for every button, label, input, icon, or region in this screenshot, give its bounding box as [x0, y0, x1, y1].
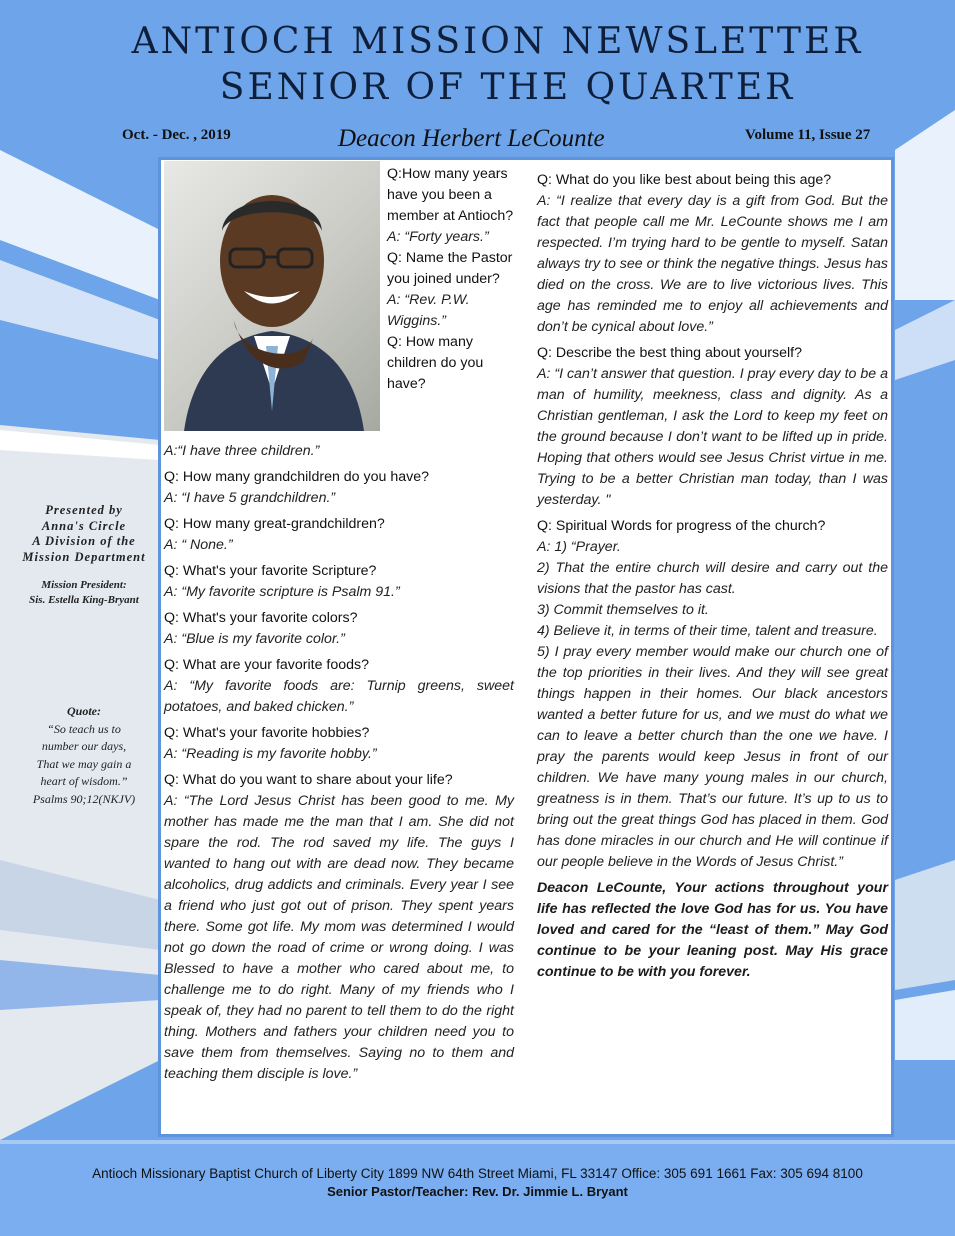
- interview-question: Q: What's your favorite colors?: [164, 610, 358, 626]
- quote-line: heart of wisdom.”: [40, 774, 128, 788]
- president-name: Sis. Estella King-Bryant: [29, 594, 139, 606]
- interview-question: Q:How many years have you been a member at Antioch?: [387, 166, 514, 224]
- interview-answer: A: “ None.”: [164, 537, 233, 553]
- left-main-column: [164, 441, 514, 1085]
- left-top-column: [387, 164, 515, 395]
- honoree-name: Deacon Herbert LeCounte: [338, 125, 605, 152]
- volume-issue: Volume 11, Issue 27: [745, 127, 871, 143]
- interview-question: Q: What do you want to share about your life?: [164, 772, 453, 788]
- quote-line: That we may gain a: [36, 756, 132, 771]
- interview-answer: A: “Blue is my favorite color.”: [164, 631, 345, 647]
- portrait-photo: [164, 161, 380, 431]
- interview-answer: A: “I can’t answer that question. I pray every day to be a man of humility, meekness, class and dignity. As a Christian gentleman, I ask the Lord to keep my feet on the ground because I don’t want to be lifted up in pride. Hoping that others would see Jesus Christ virtue in me. Trying to be a better Christian man today, than I was yesterday. ": [537, 366, 888, 508]
- interview-answer: A: “Reading is my favorite hobby.”: [164, 746, 377, 762]
- presented-by-block: [10, 503, 158, 565]
- interview-answer: 4) Believe it, in terms of their time, talent and treasure.: [537, 623, 878, 639]
- interview-question: Q: How many great-grandchildren?: [164, 516, 385, 532]
- interview-answer: A:“I have three children.”: [164, 443, 320, 459]
- interview-question: Q: Name the Pastor you joined under?: [387, 250, 513, 287]
- quote-label: Quote:: [67, 704, 101, 718]
- quote-line: number our days,: [41, 739, 127, 753]
- interview-answer: A: “I have 5 grandchildren.”: [164, 490, 336, 506]
- interview-answer: A: “My favorite foods are: Turnip greens, sweet potatoes, and baked chicken.”: [164, 678, 514, 715]
- interview-question: Q: How many children do you have?: [387, 334, 484, 392]
- quote-line: “So teach us to: [47, 721, 121, 736]
- interview-answer: A: “My favorite scripture is Psalm 91.”: [164, 584, 400, 600]
- interview-answer: A: 1) “Prayer.: [537, 539, 621, 555]
- interview-question: Q: What are your favorite foods?: [164, 657, 370, 673]
- interview-question: Q: What do you like best about being this age?: [537, 172, 832, 188]
- president-label: Mission President:: [41, 579, 127, 591]
- issue-date: Oct. - Dec. , 2019: [122, 127, 231, 143]
- interview-answer: A: “I realize that every day is a gift from God. But the fact that people call me Mr. LeCounte shows me I am respected. I’m trying hard to be gentle to myself. Satan always try to see or think the negative things. Jesus has died on the cross. We are to live victorious lives. This age has reminded me to enjoy all achievements and don’t be cynical about love.”: [537, 193, 888, 335]
- portrait-illustration: [164, 161, 380, 431]
- footer-pastor: Senior Pastor/Teacher: Rev. Dr. Jimmie L. Bryant: [327, 1184, 628, 1199]
- quote-citation: Psalms 90;12(NKJV): [32, 791, 136, 806]
- interview-answer: 3) Commit themselves to it.: [537, 602, 709, 618]
- interview-answer: A: “Forty years.”: [387, 229, 489, 245]
- interview-question: Q: What's your favorite Scripture?: [164, 563, 377, 579]
- presented-by-line: Presented by: [45, 503, 123, 517]
- quote-block: [10, 703, 158, 808]
- right-main-column: [537, 170, 888, 983]
- interview-question: Q: What's your favorite hobbies?: [164, 725, 370, 741]
- tribute-paragraph: Deacon LeCounte, Your actions throughout your life has reflected the love God has for us. You have loved and cared for the “least of them.” May God continue to be your leaning post. May His grace continue to be with you forever.: [537, 880, 888, 980]
- newsletter-title: ANTIOCH MISSION NEWSLETTER: [131, 21, 864, 62]
- footer-address: Antioch Missionary Baptist Church of Liberty City 1899 NW 64th Street Miami, FL 33147 Office: 305 691 1661 Fax: 305 694 8100: [92, 1166, 863, 1181]
- president-block: [10, 578, 158, 608]
- interview-question: Q: How many grandchildren do you have?: [164, 469, 429, 485]
- presented-by-line: Anna's Circle: [41, 518, 127, 533]
- newsletter-subtitle: SENIOR OF THE QUARTER: [219, 67, 796, 108]
- interview-question: Q: Spiritual Words for progress of the church?: [537, 518, 826, 534]
- interview-answer: 2) That the entire church will desire and carry out the visions that the pastor has cast.: [537, 560, 888, 597]
- interview-answer: 5) I pray every member would make our church one of the top priorities in their lives. And they will see great things happen in their homes. Our black ancestors wanted a better future for us, and we must do what we can to leave a better church than the one we have. I pray the parents would keep Jesus in front of our children. We have many young males in our church, greatness is in them. That’s our future. It’s up to us to bring out the great things God has placed in them. God has done miracles in our church and He will continue if our people believe in the Words of Jesus Christ.”: [537, 644, 888, 870]
- interview-answer: A: “Rev. P.W. Wiggins.”: [387, 292, 470, 329]
- presented-by-line: A Division of the: [32, 534, 136, 548]
- interview-answer: A: “The Lord Jesus Christ has been good to me. My mother has made me the man that I am. She did not spare the rod. The rod saved my life. The guys I wanted to hang out with are dead now. They became alcoholics, drug addicts and criminals. Every year I see a friend who just got out of prison. They spent years there. Some got life. My mom was determined I would not go down the road of crime or wrong doing. I was Blessed to have a mother who cared about me, to challenge me to do right. Many of my friends who I speak of, they had no parent to tell them to do the right thing. Mothers and fathers your children need you to save them from themselves. Saying no to them and teaching them disciple is love.”: [164, 793, 514, 1082]
- presented-by-line: Mission Department: [22, 549, 146, 564]
- interview-question: Q: Describe the best thing about yourself?: [537, 345, 802, 361]
